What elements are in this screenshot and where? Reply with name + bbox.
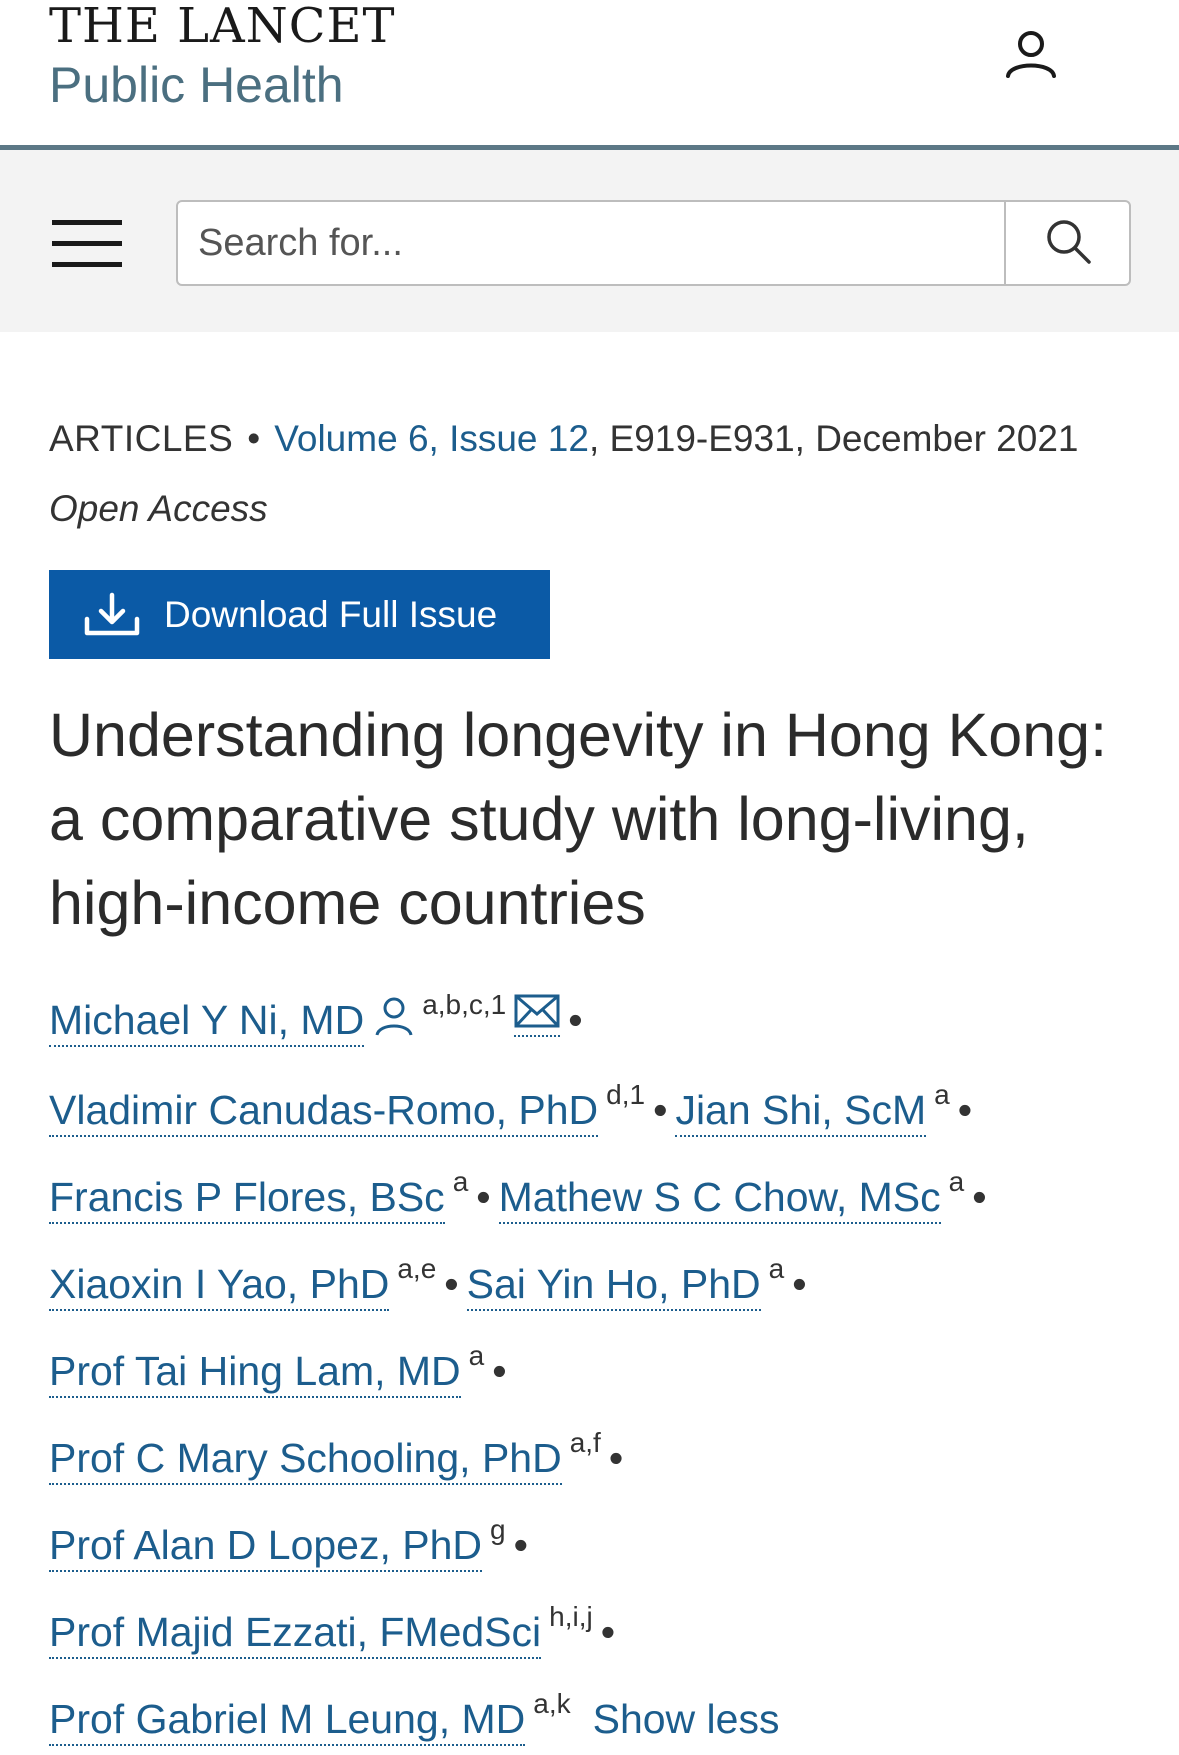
author-separator: • xyxy=(792,1261,807,1308)
author-separator: • xyxy=(653,1087,668,1134)
author-link[interactable]: Prof Alan D Lopez, PhD xyxy=(49,1522,482,1572)
author-line xyxy=(49,1320,1130,1407)
author-link[interactable]: Xiaoxin I Yao, PhD xyxy=(49,1261,389,1311)
author-line xyxy=(49,969,1130,1059)
author-item xyxy=(49,1514,506,1569)
open-access-label: Open Access xyxy=(49,488,268,529)
article-type: ARTICLES xyxy=(49,418,234,459)
affiliation-marker: h,i,j xyxy=(549,1601,593,1633)
email-icon[interactable] xyxy=(514,994,560,1037)
author-item xyxy=(49,1166,469,1221)
author-separator: • xyxy=(476,1174,491,1221)
search-input[interactable] xyxy=(178,202,1004,284)
author-separator: • xyxy=(513,1522,528,1569)
author-link[interactable]: Prof C Mary Schooling, PhD xyxy=(49,1435,562,1485)
search-bar xyxy=(0,150,1179,332)
author-line xyxy=(49,1668,1130,1755)
hamburger-menu-icon[interactable] xyxy=(52,220,122,272)
author-list xyxy=(49,969,1130,1755)
author-separator: • xyxy=(492,1348,507,1395)
article-meta xyxy=(49,418,1130,460)
author-link[interactable]: Vladimir Canudas-Romo, PhD xyxy=(49,1087,598,1137)
site-header xyxy=(0,0,1179,150)
author-item xyxy=(49,989,560,1043)
author-link[interactable]: Prof Gabriel M Leung, MD xyxy=(49,1696,525,1746)
user-account-icon[interactable] xyxy=(1003,26,1059,82)
author-link[interactable]: Prof Tai Hing Lam, MD xyxy=(49,1348,461,1398)
author-link[interactable]: Michael Y Ni, MD xyxy=(49,997,364,1047)
author-line xyxy=(49,1059,1130,1146)
author-separator: • xyxy=(608,1435,624,1482)
affiliation-marker: a xyxy=(452,1166,469,1198)
affiliation-marker: a,e xyxy=(397,1253,437,1285)
pages-date: , E919-E931, December 2021 xyxy=(588,418,1079,459)
affiliation-marker: g xyxy=(490,1514,506,1546)
author-item xyxy=(49,1688,571,1743)
author-item xyxy=(49,1253,437,1308)
affiliation-marker: a,f xyxy=(569,1427,601,1459)
download-label: Download Full Issue xyxy=(164,593,498,635)
author-separator: • xyxy=(444,1261,459,1308)
search-icon xyxy=(1043,216,1093,270)
author-link[interactable]: Prof Majid Ezzati, FMedSci xyxy=(49,1609,541,1659)
author-item xyxy=(466,1253,785,1308)
author-line xyxy=(49,1581,1130,1668)
article-content xyxy=(0,418,1179,1755)
affiliation-marker: a,k xyxy=(533,1688,571,1720)
affiliation-marker: a xyxy=(934,1079,950,1111)
article-title: Understanding longevity in Hong Kong: a comparative study with long-living, high-income countries xyxy=(49,701,1108,937)
download-icon xyxy=(82,591,142,639)
author-line xyxy=(49,1233,1130,1320)
author-separator: • xyxy=(957,1087,973,1134)
author-separator: • xyxy=(600,1609,616,1656)
journal-logo[interactable] xyxy=(49,0,396,113)
author-link[interactable]: Mathew S C Chow, MSc xyxy=(499,1174,941,1224)
search-box xyxy=(176,200,1131,286)
author-item xyxy=(675,1079,950,1134)
author-link[interactable]: Sai Yin Ho, PhD xyxy=(467,1261,761,1311)
author-item xyxy=(49,1340,485,1395)
logo-subtitle: Public Health xyxy=(49,57,344,113)
affiliation-marker: a xyxy=(948,1166,965,1198)
author-item xyxy=(49,1079,646,1134)
person-icon xyxy=(374,987,414,1059)
show-less-button[interactable]: Show less xyxy=(592,1696,780,1743)
meta-separator: • xyxy=(247,418,261,459)
search-button[interactable] xyxy=(1004,202,1129,284)
affiliation-marker: a,b,c,1 xyxy=(422,989,507,1020)
affiliation-marker: a xyxy=(768,1253,785,1285)
author-item xyxy=(49,1427,601,1482)
author-line xyxy=(49,1407,1130,1494)
author-separator: • xyxy=(568,997,583,1043)
author-item xyxy=(498,1166,965,1221)
author-line xyxy=(49,1494,1130,1581)
author-line xyxy=(49,1146,1130,1233)
logo-title: THE LANCET xyxy=(49,0,396,54)
affiliation-marker: d,1 xyxy=(606,1079,646,1111)
author-separator: • xyxy=(972,1174,987,1221)
affiliation-marker: a xyxy=(468,1340,485,1372)
download-full-issue-button[interactable] xyxy=(49,570,550,659)
author-link[interactable]: Francis P Flores, BSc xyxy=(49,1174,445,1224)
volume-issue-link[interactable]: Volume 6, Issue 12 xyxy=(274,418,589,459)
author-item xyxy=(49,1601,593,1656)
author-link[interactable]: Jian Shi, ScM xyxy=(675,1087,926,1137)
